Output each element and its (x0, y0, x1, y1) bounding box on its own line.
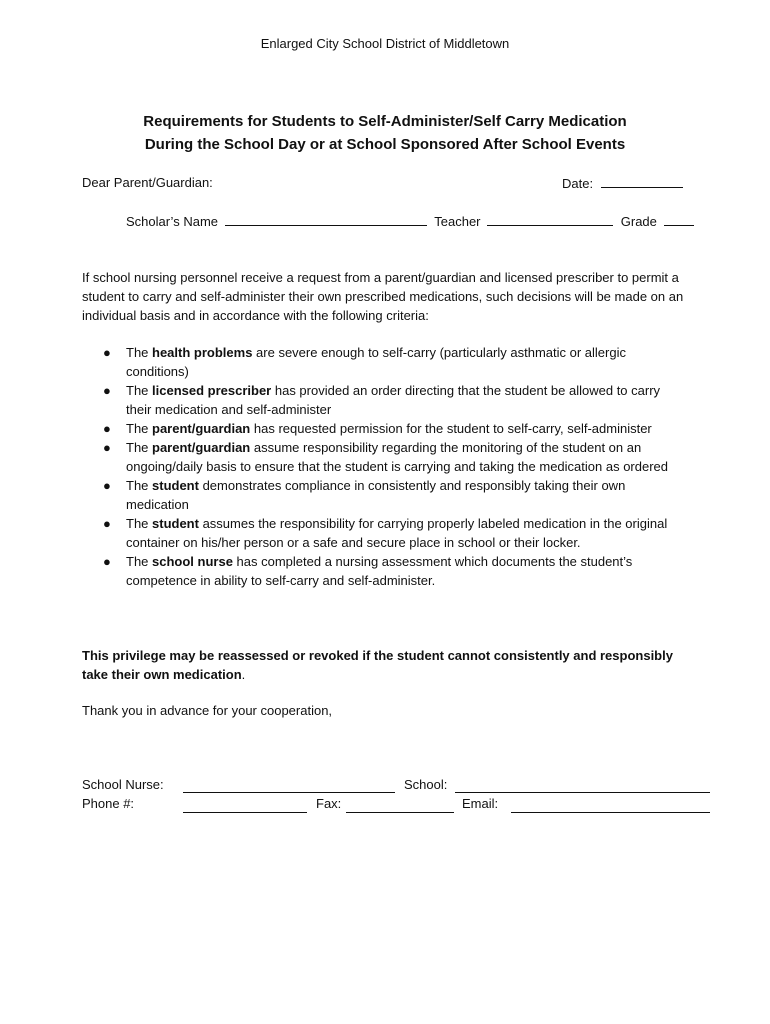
criteria-key-term: parent/guardian (152, 440, 251, 455)
email-label: Email: (462, 796, 499, 811)
criteria-pre: The (126, 516, 153, 531)
phone-blank[interactable] (183, 812, 307, 813)
school-nurse-blank[interactable] (183, 792, 395, 793)
date-label: Date: (562, 176, 594, 191)
criteria-post: has requested permission for the student to self-carry, self-administer (250, 421, 652, 436)
bullet-icon: ● (103, 440, 111, 455)
fax-blank[interactable] (346, 812, 454, 813)
teacher-blank[interactable] (487, 213, 613, 226)
thanks-line: Thank you in advance for your cooperation, (82, 703, 333, 718)
criteria-key-term: student (152, 478, 199, 493)
criteria-item (82, 514, 687, 552)
criteria-list (82, 343, 687, 590)
criteria-key-term: school nurse (152, 554, 233, 569)
scholar-line (126, 213, 694, 229)
criteria-pre: The (126, 478, 153, 493)
greeting: Dear Parent/Guardian: (82, 175, 213, 190)
bullet-icon: ● (103, 554, 111, 569)
email-blank[interactable] (511, 812, 710, 813)
criteria-key-term: student (152, 516, 199, 531)
date-blank[interactable] (601, 175, 683, 188)
bullet-icon: ● (103, 421, 111, 436)
criteria-post: are severe enough to self-carry (particularly asthmatic or allergic conditions) (126, 345, 626, 379)
bullet-icon: ● (103, 345, 111, 360)
criteria-key-term: health problems (152, 345, 253, 360)
criteria-post: assumes the responsibility for carrying properly labeled medication in the original container on his/her person or a safe and secure place in school or their locker. (126, 516, 668, 550)
privilege-notice-text: This privilege may be reassessed or revoked if the student cannot consistently and responsibly take their own medication (82, 648, 673, 682)
criteria-item (82, 343, 687, 381)
school-blank[interactable] (455, 792, 710, 793)
criteria-pre: The (126, 345, 153, 360)
fax-label: Fax: (316, 796, 342, 811)
school-label: School: (404, 777, 448, 792)
privilege-notice (82, 646, 694, 684)
criteria-pre: The (126, 440, 153, 455)
bullet-icon: ● (103, 383, 111, 398)
criteria-item (82, 476, 687, 514)
grade-label: Grade (620, 214, 657, 229)
criteria-pre: The (126, 383, 153, 398)
date-field[interactable] (562, 175, 683, 191)
district-name: Enlarged City School District of Middletown (260, 36, 510, 51)
criteria-post: assume responsibility regarding the monitoring of the student on an ongoing/daily basis to ensure that the student is carrying and taking the medication as ordered (126, 440, 669, 474)
criteria-post: has completed a nursing assessment which documents the student’s competence in ability to self-carry and self-administer. (126, 554, 633, 588)
criteria-pre: The (126, 554, 153, 569)
criteria-post: demonstrates compliance in consistently and responsibly taking their own medication (126, 478, 626, 512)
title-line-2: During the School Day or at School Sponsored After School Events (144, 136, 626, 153)
criteria-key-term: parent/guardian (152, 421, 251, 436)
privilege-notice-period: . (241, 667, 246, 682)
bullet-icon: ● (103, 516, 111, 531)
bullet-icon: ● (103, 478, 111, 493)
school-nurse-label: School Nurse: (82, 777, 164, 792)
criteria-post: has provided an order directing that the student be allowed to carry their medication and self-administer (126, 383, 661, 417)
teacher-label: Teacher (434, 214, 481, 229)
grade-blank[interactable] (664, 213, 694, 226)
criteria-pre: The (126, 421, 153, 436)
criteria-item (82, 381, 687, 419)
phone-label: Phone #: (82, 796, 135, 811)
scholar-name-blank[interactable] (225, 213, 427, 226)
intro-paragraph: If school nursing personnel receive a request from a parent/guardian and licensed prescriber to permit a student to carry and self-administer their own prescribed medications, such decisions will be made on an individual basis and in accordance with the following criteria: (82, 270, 684, 323)
criteria-key-term: licensed prescriber (152, 383, 272, 398)
title-line-1: Requirements for Students to Self-Administer/Self Carry Medication (143, 113, 627, 130)
criteria-item (82, 419, 687, 438)
scholar-name-label: Scholar’s Name (126, 214, 219, 229)
criteria-item (82, 552, 687, 590)
criteria-item (82, 438, 687, 476)
